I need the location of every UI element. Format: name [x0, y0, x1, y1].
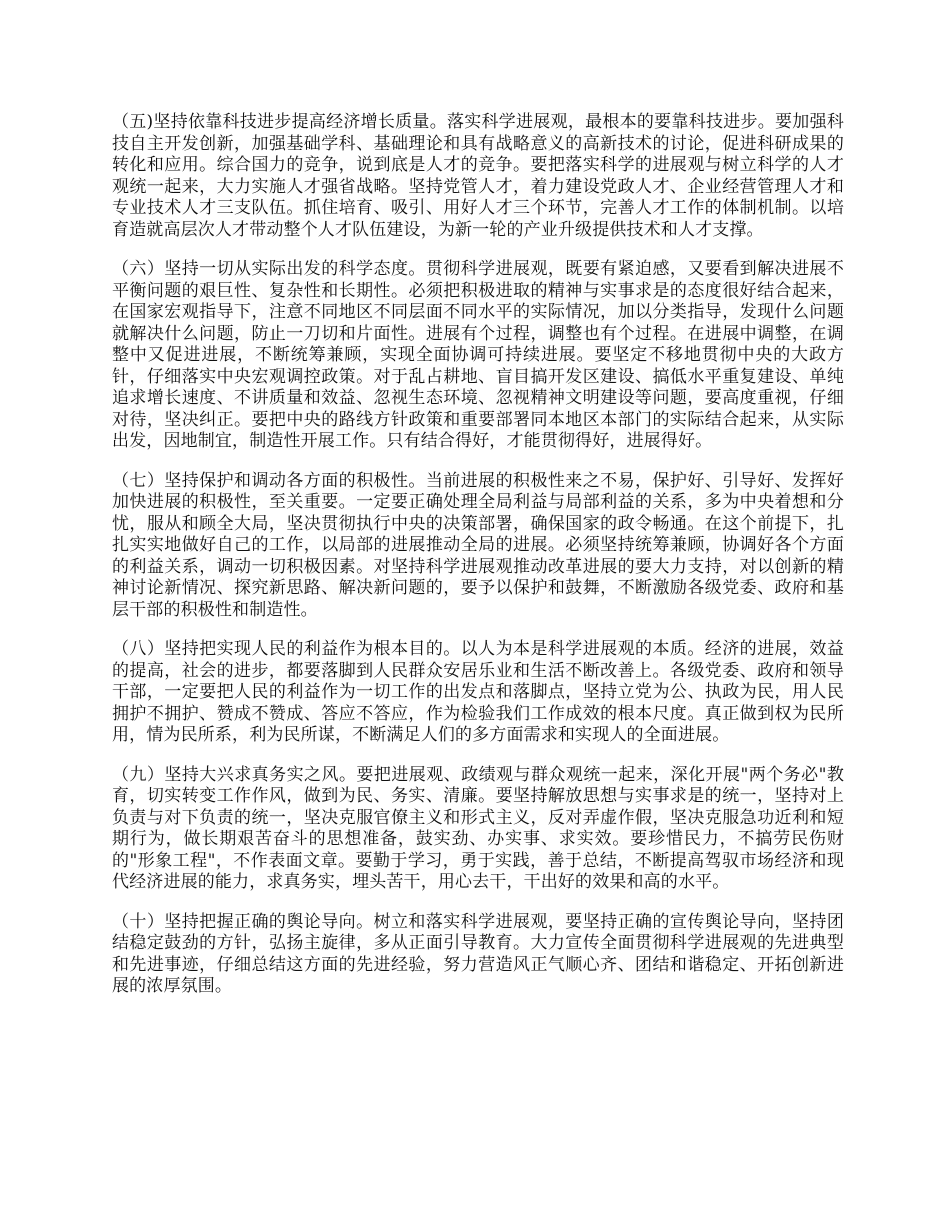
- paragraph-8: （八）坚持把实现人民的利益作为根本目的。以人为本是科学进展观的本质。经济的进展，效益的提高，社会的进步，都要落脚到人民群众安居乐业和生活不断改善上。各级党委、政府和领导干部，一定要把人民的利益作为一切工作的出发点和落脚点，坚持立党为公、执政为民，用人民拥护不拥护、赞成不赞成、答应不答应，作为检验我们工作成效的根本尺度。真正做到权为民所用，情为民所系，利为民所谋，不断满足人们的多方面需求和实现人的全面进展。: [112, 639, 844, 745]
- document-page: [112, 112, 844, 1016]
- paragraph-10: （十）坚持把握正确的舆论导向。树立和落实科学进展观，要坚持正确的宣传舆论导向，坚持团结稳定鼓劲的方针，弘扬主旋律，多从正面引导教育。大力宣传全面贯彻科学进展观的先进典型和先进事迹，仔细总结这方面的先进经验，努力营造风正气顺心齐、团结和谐稳定、开拓创新进展的浓厚氛围。: [112, 911, 844, 996]
- paragraph-5: （五)坚持依靠科技进步提高经济增长质量。落实科学进展观，最根本的要靠科技进步。要加强科技自主开发创新，加强基础学科、基础理论和具有战略意义的高新技术的讨论，促进科研成果的转化和应用。综合国力的竞争，说到底是人才的竞争。要把落实科学的进展观与树立科学的人才观统一起来，大力实施人才强省战略。坚持党管人才，着力建设党政人才、企业经营管理人才和专业技术人才三支队伍。抓住培育、吸引、用好人才三个环节，完善人才工作的体制机制。以培育造就高层次人才带动整个人才队伍建设，为新一轮的产业升级提供技术和人才支撑。: [112, 112, 844, 240]
- paragraph-6: （六）坚持一切从实际出发的科学态度。贯彻科学进展观，既要有紧迫感，又要看到解决进展不平衡问题的艰巨性、复杂性和长期性。必须把积极进取的精神与实事求是的态度很好结合起来，在国家宏观指导下，注意不同地区不同层面不同水平的实际情况，加以分类指导，发现什么问题就解决什么问题，防止一刀切和片面性。进展有个过程，调整也有个过程。在进展中调整，在调整中又促进进展，不断统筹兼顾，实现全面协调可持续进展。要坚定不移地贯彻中央的大政方针，仔细落实中央宏观调控政策。对于乱占耕地、盲目搞开发区建设、搞低水平重复建设、单纯追求增长速度、不讲质量和效益、忽视生态环境、忽视精神文明建设等问题，要高度重视，仔细对待，坚决纠正。要把中央的路线方针政策和重要部署同本地区本部门的实际结合起来，从实际出发，因地制宜，制造性开展工作。只有结合得好，才能贯彻得好，进展得好。: [112, 259, 844, 451]
- paragraph-9: （九）坚持大兴求真务实之风。要把进展观、政绩观与群众观统一起来，深化开展"两个务必"教育，切实转变工作作风，做到为民、务实、清廉。要坚持解放思想与实事求是的统一，坚持对上负责与对下负责的统一，坚决克服官僚主义和形式主义，反对弄虚作假，坚决克服急功近利和短期行为，做长期艰苦奋斗的思想准备，鼓实劲、办实事、求实效。要珍惜民力，不搞劳民伤财的"形象工程"，不作表面文章。要勤于学习，勇于实践，善于总结，不断提高驾驭市场经济和现代经济进展的能力，求真务实，埋头苦干，用心去干，干出好的效果和高的水平。: [112, 764, 844, 892]
- paragraph-7: （七）坚持保护和调动各方面的积极性。当前进展的积极性来之不易，保护好、引导好、发挥好加快进展的积极性，至关重要。一定要正确处理全局利益与局部利益的关系，多为中央着想和分忧，服从和顾全大局，坚决贯彻执行中央的决策部署，确保国家的政令畅通。在这个前提下，扎扎实实地做好自己的工作，以局部的进展推动全局的进展。必须坚持统筹兼顾，协调好各个方面的利益关系，调动一切积极因素。对坚持科学进展观推动改革进展的要大力支持，对以创新的精神讨论新情况、探究新思路、解决新问题的，要予以保护和鼓舞，不断激励各级党委、政府和基层干部的积极性和制造性。: [112, 470, 844, 620]
